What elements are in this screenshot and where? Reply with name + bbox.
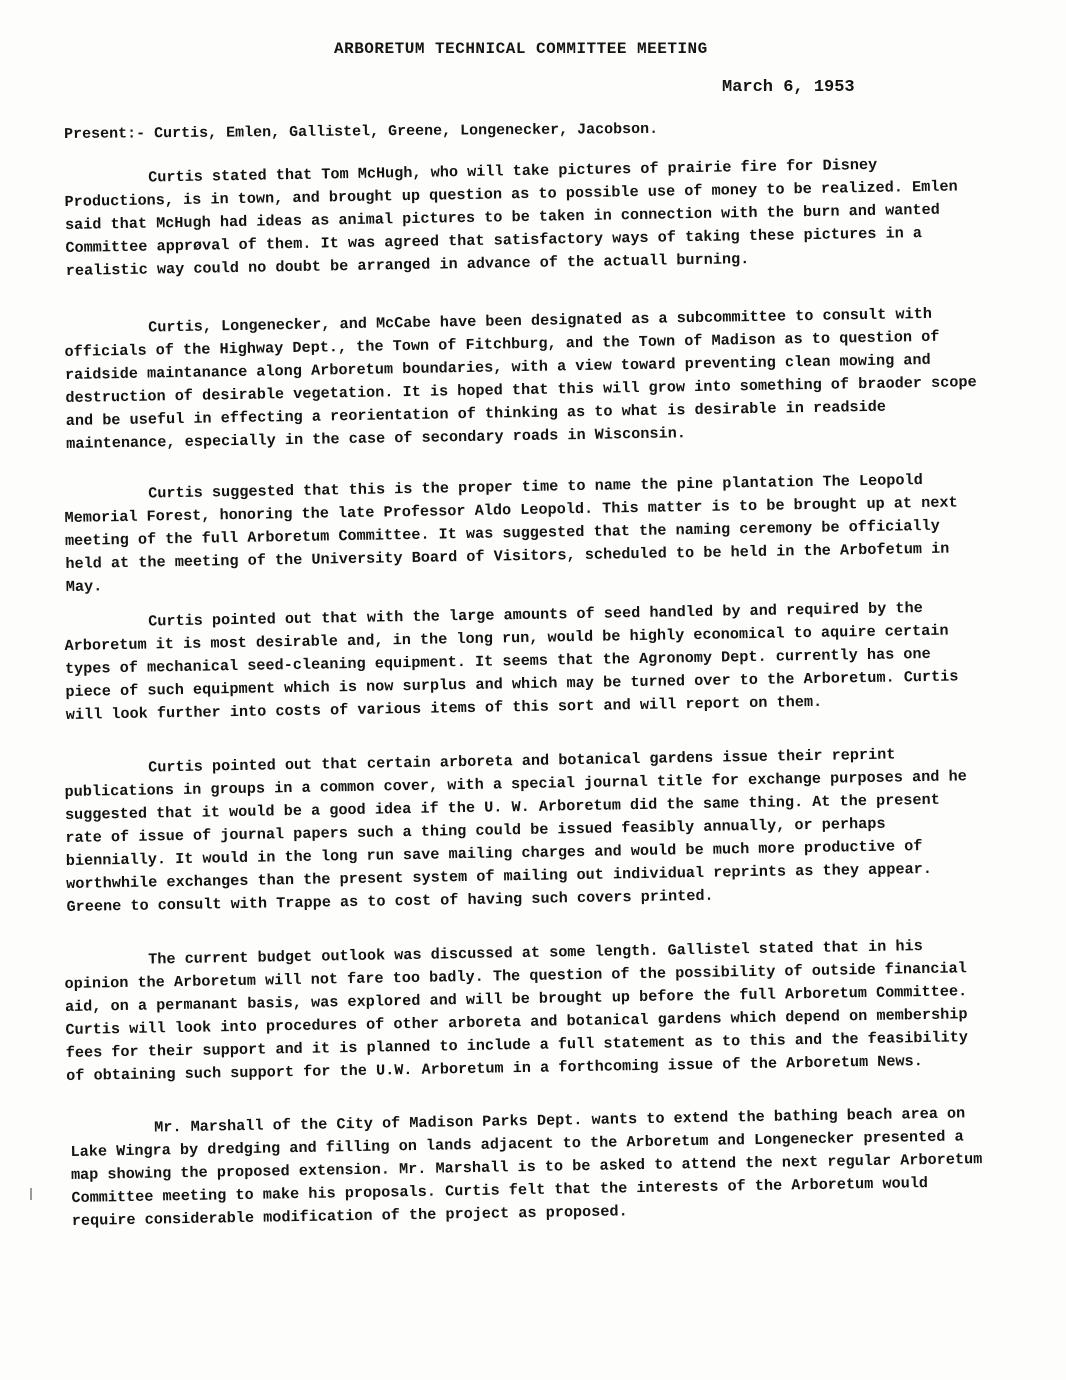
paragraph-seed-cleaning bbox=[64, 596, 984, 727]
paragraph-text: Curtis, Longenecker, and McCabe have been designated as a subcommittee to consult with officials of the Highway Dept., the Town of Fitchburg, and the Town of Madison as to question of raidside maintanance along Arboretum boundaries, with a view toward preventing clean mowing and destruction of desirable vegetation. It is hoped that this will grow into something of braoder scope and be useful in effecting a reorientation of thinking as to what is desirable in readside maintenance, especially in the case of secondary roads in Wisconsin. bbox=[64, 304, 977, 453]
meeting-date: March 6, 1953 bbox=[722, 78, 855, 97]
paragraph-text: Mr. Marshall of the City of Madison Parks Dept. wants to extend the bathing beach area on Lake Wingra by dredging and filling on lands adjacent to the Arboretum and Longenecker presented a map showing the proposed extension. Mr. Marshall is to be asked to attend the next regular Arboretum Committee meeting to make his proposals. Curtis felt that the interests of the Arboretum would require considerable modification of the project as proposed. bbox=[70, 1104, 983, 1230]
paragraph-text: Curtis pointed out that certain arboreta and botanical gardens issue their reprint publications in groups in a common cover, with a special journal title for exchange purposes and he suggested that it would be a good idea if the U. W. Arboretum did the same thing. At the present rate of issue of journal papers such a thing could be issued feasibly annually, or perhaps biennially. It would in the long run save mailing charges and would be much more productive of worthwhile exchanges than the present system of mailing out individual reprints as they appear. Greene to consult with Trappe as to cost of having such covers printed. bbox=[64, 745, 967, 916]
paragraph-text: The current budget outlook was discussed at some length. Gallistel stated that in his opinion the Arboretum will not fare too badly. The question of the possibility of outside financial aid, on a permanant basis, was explored and will be brought up before the full Arboretum Committee. Curtis will look into procedures of other arboreta and botanical gardens which depend on membership fees for their support and it is planned to include a full statement as to this and the feasibility of obtaining such support for the U.W. Arboretum in a forthcoming issue of the Arboretum News. bbox=[64, 937, 969, 1085]
paragraph-leopold-forest bbox=[64, 468, 984, 599]
document-title: ARBORETUM TECHNICAL COMMITTEE MEETING bbox=[334, 40, 708, 58]
paragraph-budget-outlook bbox=[64, 934, 984, 1088]
paragraph-roadside-subcommittee bbox=[64, 302, 984, 456]
paragraph-text: Curtis stated that Tom McHugh, who will take pictures of prairie fire for Disney Productions, is in town, and brought up question as to possible use of money to be realized. Emlen said that McHugh had ideas as animal pictures to be taken in connection with the burn and wanted Committee apprøval of them. It was agreed that satisfactory ways of taking these pictures in a realistic way could no doubt be arranged in advance of the actuall burning. bbox=[64, 155, 958, 280]
paragraph-text: Curtis suggested that this is the proper time to name the pine plantation The Leopold Memorial Forest, honoring the late Professor Aldo Leopold. This matter is to be brought up at next meeting of the full Arboretum Committee. It was suggested that the naming ceremony be officially held at the meeting of the University Board of Visitors, scheduled to be held in the Arbofetum in May. bbox=[64, 471, 958, 596]
paragraph-mchugh-pictures bbox=[64, 152, 984, 283]
paragraph-text: Curtis pointed out that with the large amounts of seed handled by and required by the Arboretum it is most desirable and, in the long run, would be highly economical to aquire certain types of mechanical seed-cleaning equipment. It seems that the Agronomy Dept. currently has one piece of such equipment which is now surplus and which may be turned over to the Arboretum. Curtis will look further into costs of various items of this sort and will report on them. bbox=[64, 599, 959, 724]
paragraph-lake-wingra-beach bbox=[70, 1102, 990, 1233]
margin-mark bbox=[30, 1188, 32, 1200]
attendees-line: Present:- Curtis, Emlen, Gallistel, Greene, Longenecker, Jacobson. bbox=[64, 120, 659, 143]
paragraph-reprint-publications bbox=[64, 742, 985, 919]
